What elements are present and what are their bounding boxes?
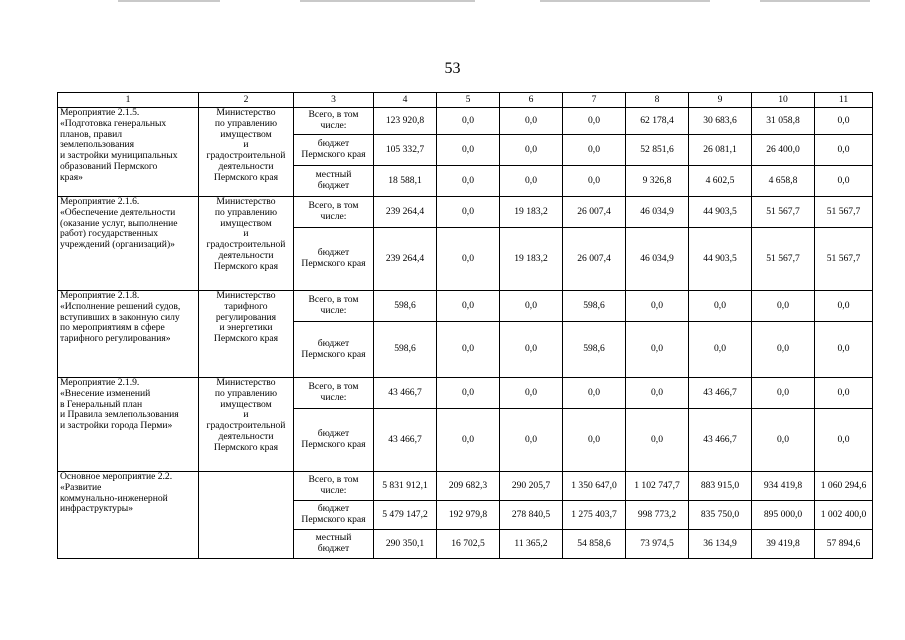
text-line: имуществом (220, 128, 272, 140)
budget-table-body (58, 93, 873, 559)
funding-source-cell (294, 378, 374, 409)
amount-cell: 0,0 (437, 378, 500, 409)
amount-cell: 0,0 (563, 135, 626, 166)
amount-cell: 0,0 (815, 378, 873, 409)
text-line: Всего, в том (308, 294, 359, 306)
amount-cell: 62 178,4 (626, 108, 689, 135)
text-line: Министерство (216, 377, 276, 388)
amount-cell: 0,0 (752, 409, 815, 472)
amount-cell: 0,0 (815, 409, 873, 472)
amount-cell: 0,0 (563, 108, 626, 135)
text-line: образований Пермского (60, 160, 158, 172)
text-line: и энергетики (219, 322, 273, 334)
text-line: «Исполнение решений судов, (60, 300, 181, 312)
amount-cell: 0,0 (437, 228, 500, 291)
funding-source-cell (294, 472, 374, 501)
amount-cell: 192 979,8 (437, 501, 500, 530)
amount-cell: 51 567,7 (815, 228, 873, 291)
text-line: землепользования (60, 139, 135, 151)
funding-source-cell (294, 108, 374, 135)
column-number-cell: 6 (500, 93, 563, 108)
amount-cell: 0,0 (563, 409, 626, 472)
scan-artifact-line (540, 0, 710, 2)
amount-cell: 19 183,2 (500, 197, 563, 228)
amount-cell: 0,0 (815, 135, 873, 166)
executor-cell (199, 378, 294, 472)
column-number-cell: 3 (294, 93, 374, 108)
column-number-cell: 7 (563, 93, 626, 108)
event-cell (58, 472, 199, 559)
amount-cell: 1 060 294,6 (815, 472, 873, 501)
text-line: Пермского края (301, 348, 366, 360)
amount-cell: 36 134,9 (689, 530, 752, 559)
amount-cell: 1 350 647,0 (563, 472, 626, 501)
amount-cell: 11 365,2 (500, 530, 563, 559)
amount-cell: 0,0 (626, 291, 689, 322)
text-line: бюджет (317, 138, 350, 150)
executor-cell (199, 197, 294, 291)
amount-cell: 51 567,7 (752, 228, 815, 291)
amount-cell: 44 903,5 (689, 197, 752, 228)
amount-cell: 0,0 (689, 322, 752, 378)
amount-cell: 51 567,7 (752, 197, 815, 228)
text-line: «Подготовка генеральных (60, 117, 167, 129)
amount-cell: 0,0 (500, 378, 563, 409)
text-line: Мероприятие 2.1.9. (60, 377, 140, 388)
amount-cell: 5 831 912,1 (374, 472, 437, 501)
column-number-cell: 5 (437, 93, 500, 108)
text-line: градостроительной (206, 239, 286, 251)
amount-cell: 19 183,2 (500, 228, 563, 291)
amount-cell: 0,0 (437, 135, 500, 166)
text-line: числе: (320, 485, 347, 496)
funding-source-cell (294, 228, 374, 291)
amount-cell: 209 682,3 (437, 472, 500, 501)
scan-artifact-line (118, 0, 220, 2)
amount-cell: 0,0 (626, 409, 689, 472)
event-cell (58, 291, 199, 378)
amount-cell: 26 081,1 (689, 135, 752, 166)
executor-cell (199, 291, 294, 378)
event-cell (58, 378, 199, 472)
text-line: Министерство (216, 290, 276, 301)
amount-cell: 598,6 (374, 291, 437, 322)
amount-cell: 9 326,8 (626, 166, 689, 197)
text-line: тарифного регулирования» (60, 333, 171, 345)
table-row (58, 472, 873, 501)
text-line: работ) государственных (60, 228, 159, 240)
text-line: местный (315, 532, 352, 544)
amount-cell: 0,0 (437, 197, 500, 228)
text-line: учреждений (организаций)» (60, 239, 175, 251)
funding-source-cell (294, 409, 374, 472)
amount-cell: 0,0 (563, 378, 626, 409)
text-line: тарифного (224, 300, 268, 312)
text-line: Пермского края (301, 149, 366, 160)
amount-cell: 0,0 (500, 135, 563, 166)
amount-cell: 0,0 (815, 291, 873, 322)
scan-artifact-line (760, 0, 870, 2)
amount-cell: 895 000,0 (752, 501, 815, 530)
text-line: местный (315, 169, 352, 181)
amount-cell: 0,0 (815, 322, 873, 378)
scan-artifact-line (300, 0, 475, 2)
text-line: (оказание услуг, выполнение (60, 217, 178, 229)
text-line: Пермского края (213, 171, 279, 183)
text-line: инфраструктуры» (60, 503, 134, 515)
text-line: Всего, в том (308, 381, 359, 393)
text-line: Мероприятие 2.1.5. (60, 107, 140, 118)
amount-cell: 105 332,7 (374, 135, 437, 166)
amount-cell: 43 466,7 (689, 409, 752, 472)
text-line: числе: (320, 120, 347, 131)
table-row (58, 197, 873, 228)
text-line: бюджет (317, 543, 350, 554)
amount-cell: 0,0 (815, 108, 873, 135)
amount-cell: 0,0 (626, 378, 689, 409)
amount-cell: 57 894,6 (815, 530, 873, 559)
text-line: Пермского края (213, 260, 279, 272)
amount-cell: 0,0 (815, 166, 873, 197)
text-line: Пермского края (301, 439, 366, 450)
text-line: имуществом (220, 217, 272, 229)
amount-cell: 1 275 403,7 (563, 501, 626, 530)
funding-source-cell (294, 322, 374, 378)
funding-source-cell (294, 197, 374, 228)
amount-cell: 43 466,7 (374, 378, 437, 409)
amount-cell: 998 773,2 (626, 501, 689, 530)
text-line: и Правила землепользования (60, 409, 179, 421)
funding-source-cell (294, 291, 374, 322)
column-number-row (58, 93, 873, 108)
text-line: коммунально-инженерной (60, 492, 168, 504)
amount-cell: 44 903,5 (689, 228, 752, 291)
text-line: Основное мероприятие 2.2. (60, 471, 173, 482)
amount-cell: 31 058,8 (752, 108, 815, 135)
text-line: Всего, в том (308, 200, 359, 212)
text-line: Пермского края (301, 514, 366, 525)
amount-cell: 0,0 (437, 322, 500, 378)
amount-cell: 54 858,6 (563, 530, 626, 559)
amount-cell: 0,0 (437, 409, 500, 472)
funding-source-cell (294, 135, 374, 166)
text-line: Министерство (216, 107, 276, 118)
text-line: Всего, в том (308, 109, 359, 121)
amount-cell: 52 851,6 (626, 135, 689, 166)
table-row (58, 108, 873, 135)
text-line: по управлению (214, 117, 278, 129)
amount-cell: 123 920,8 (374, 108, 437, 135)
amount-cell: 835 750,0 (689, 501, 752, 530)
amount-cell: 0,0 (500, 409, 563, 472)
amount-cell: 0,0 (437, 108, 500, 135)
amount-cell: 598,6 (563, 291, 626, 322)
amount-cell: 0,0 (500, 108, 563, 135)
text-line: «Развитие (60, 481, 102, 493)
amount-cell: 239 264,4 (374, 197, 437, 228)
amount-cell: 0,0 (689, 291, 752, 322)
column-number-cell: 1 (58, 93, 199, 108)
amount-cell: 26 007,4 (563, 228, 626, 291)
amount-cell: 18 588,1 (374, 166, 437, 197)
amount-cell: 0,0 (500, 291, 563, 322)
funding-source-cell (294, 501, 374, 530)
text-line: и (243, 139, 249, 151)
text-line: «Внесение изменений (60, 387, 151, 399)
amount-cell: 598,6 (374, 322, 437, 378)
amount-cell: 16 702,5 (437, 530, 500, 559)
text-line: бюджет (317, 247, 350, 259)
amount-cell: 0,0 (626, 322, 689, 378)
text-line: в Генеральный план (60, 398, 143, 410)
table-row (58, 378, 873, 409)
text-line: вступивших в законную силу (60, 311, 180, 323)
text-line: Пермского края (301, 258, 366, 269)
text-line: градостроительной (206, 420, 286, 432)
amount-cell: 1 102 747,7 (626, 472, 689, 501)
column-number-cell: 2 (199, 93, 294, 108)
amount-cell: 0,0 (437, 291, 500, 322)
text-line: по мероприятиям в сфере (60, 322, 165, 334)
text-line: по управлению (214, 206, 278, 218)
text-line: регулирования (215, 311, 277, 323)
amount-cell: 43 466,7 (374, 409, 437, 472)
text-line: планов, правил (60, 128, 123, 140)
text-line: числе: (320, 305, 347, 316)
text-line: имуществом (220, 398, 272, 410)
text-line: и застройки муниципальных (60, 150, 178, 162)
page-number: 53 (444, 60, 461, 77)
column-number-cell: 10 (752, 93, 815, 108)
text-line: деятельности (218, 160, 274, 172)
amount-cell: 26 007,4 (563, 197, 626, 228)
amount-cell: 0,0 (752, 291, 815, 322)
column-number-cell: 9 (689, 93, 752, 108)
amount-cell: 0,0 (437, 166, 500, 197)
amount-cell: 46 034,9 (626, 197, 689, 228)
text-line: и (243, 409, 249, 421)
text-line: края» (60, 171, 83, 183)
text-line: бюджет (317, 180, 350, 191)
column-number-cell: 11 (815, 93, 873, 108)
text-line: Министерство (216, 196, 276, 207)
event-cell (58, 108, 199, 197)
funding-source-cell (294, 166, 374, 197)
budget-table (57, 92, 873, 559)
amount-cell: 0,0 (752, 378, 815, 409)
text-line: Пермского края (213, 333, 279, 345)
text-line: бюджет (317, 428, 350, 440)
text-line: бюджет (317, 337, 350, 349)
amount-cell: 51 567,7 (815, 197, 873, 228)
text-line: бюджет (317, 503, 350, 515)
amount-cell: 278 840,5 (500, 501, 563, 530)
text-line: по управлению (214, 387, 278, 399)
text-line: Всего, в том (308, 474, 359, 486)
text-line: и застройки города Перми» (60, 420, 173, 432)
amount-cell: 46 034,9 (626, 228, 689, 291)
amount-cell: 598,6 (563, 322, 626, 378)
amount-cell: 73 974,5 (626, 530, 689, 559)
text-line: деятельности (218, 249, 274, 261)
text-line: градостроительной (206, 150, 286, 162)
amount-cell: 30 683,6 (689, 108, 752, 135)
executor-cell (199, 108, 294, 197)
amount-cell: 5 479 147,2 (374, 501, 437, 530)
amount-cell: 1 002 400,0 (815, 501, 873, 530)
amount-cell: 290 205,7 (500, 472, 563, 501)
amount-cell: 26 400,0 (752, 135, 815, 166)
amount-cell: 239 264,4 (374, 228, 437, 291)
text-line: числе: (320, 392, 347, 403)
funding-source-cell (294, 530, 374, 559)
amount-cell: 43 466,7 (689, 378, 752, 409)
executor-cell (199, 472, 294, 559)
amount-cell: 0,0 (500, 166, 563, 197)
text-line: «Обеспечение деятельности (60, 206, 176, 218)
amount-cell: 0,0 (752, 322, 815, 378)
text-line: и (243, 228, 249, 240)
column-number-cell: 8 (626, 93, 689, 108)
table-row (58, 291, 873, 322)
amount-cell: 39 419,8 (752, 530, 815, 559)
text-line: Мероприятие 2.1.8. (60, 290, 140, 301)
event-cell (58, 197, 199, 291)
amount-cell: 4 658,8 (752, 166, 815, 197)
amount-cell: 883 915,0 (689, 472, 752, 501)
amount-cell: 934 419,8 (752, 472, 815, 501)
amount-cell: 0,0 (500, 322, 563, 378)
amount-cell: 4 602,5 (689, 166, 752, 197)
amount-cell: 290 350,1 (374, 530, 437, 559)
text-line: Пермского края (213, 441, 279, 453)
column-number-cell: 4 (374, 93, 437, 108)
text-line: деятельности (218, 430, 274, 442)
text-line: Мероприятие 2.1.6. (60, 196, 140, 207)
amount-cell: 0,0 (563, 166, 626, 197)
text-line: числе: (320, 211, 347, 222)
